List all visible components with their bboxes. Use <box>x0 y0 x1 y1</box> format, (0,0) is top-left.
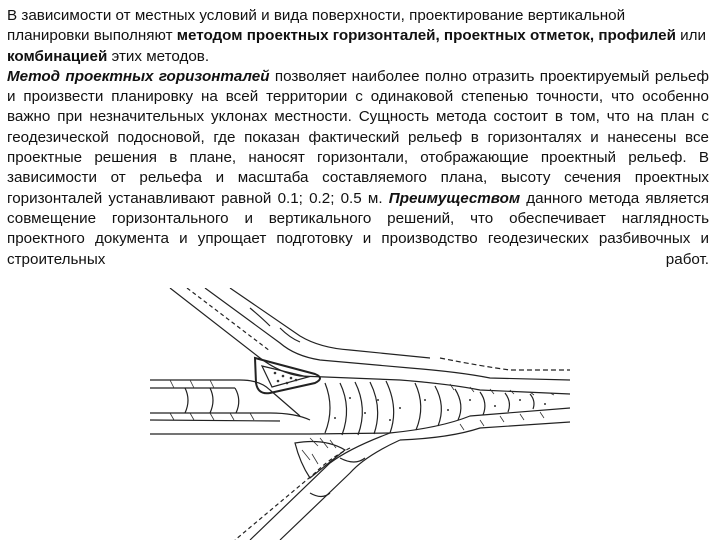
advantage-emphasis: Преимуществом <box>388 189 521 207</box>
intro-text-3: этих методов. <box>107 47 210 65</box>
method-heading: Метод проектных горизонталей <box>7 67 270 85</box>
intro-text-2: или <box>675 27 706 45</box>
paragraph-intro <box>7 6 709 67</box>
intro-text-1: В зависимости от местных условий и вида поверхности, проектирование вертикальной планировки выполняют <box>7 7 626 45</box>
intro-methods-bold: методом проектных горизонталей, проектных отметок, профилей <box>176 27 676 45</box>
road-junction-drawing <box>150 288 570 540</box>
document-text <box>7 6 709 290</box>
method-text-2: данного метода является совмещение горизонтального и вертикального решений, что обеспечивает наглядность проектного документа и упрощает подготовку и производство геодезических разбивочных и строительных работ. <box>7 189 709 268</box>
intro-combination-bold: комбинацией <box>7 47 108 65</box>
method-text-1: позволяет наиболее полно отразить проектируемый рельеф и произвести планировку на всей территории с одинаковой степенью точности, что особенно важно при незначительных уклонах местности. Сущность метода состоит в том, что на план с геодезической подосновой, где показан фактический рельеф в горизонталях и нанесены все проектные решения в плане, наносят горизонтали, отображающие проектный рельеф. В зависимости от рельефа и масштаба составляемого плана, высоту сечения проектных горизонталей устанавливают равной 0.1; 0.2; 0.5 м. <box>7 67 709 207</box>
paragraph-method <box>7 67 709 290</box>
